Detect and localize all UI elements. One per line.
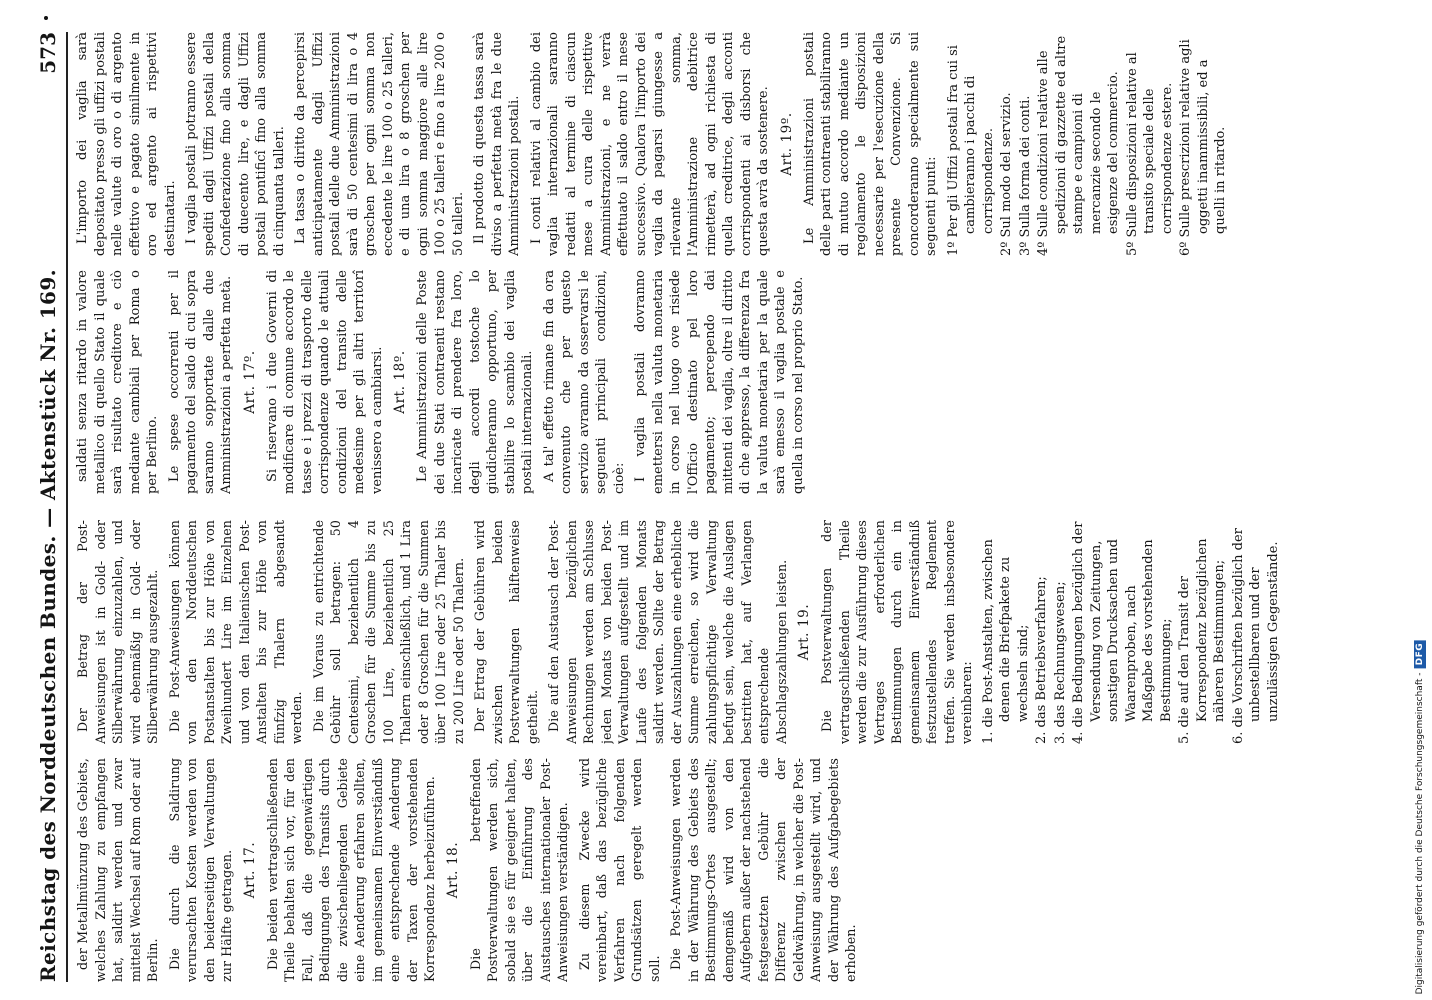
paragraph: Die auf den Austausch der Post-Anweisungen bezüglichen Rechnungen werden am Schlusse jeden Monats von beiden Post-Verwaltungen aufgestellt und im Laufe des folgenden Monats saldirt werden. Sollte der Betrag der Auszahlungen eine erhebliche Summe erreichen, so wird die zahlungspflichtige Verwaltung befugt sein, welche die Auslagen bestritten hat, auf Verlangen entsprechende Abschlagszahlungen leisten. [546,520,789,744]
paragraph: Il prodotto di questa tassa sarà diviso a perfetta metà fra le due Amministrazioni postali. [472,32,522,256]
list-item: 6. die Vorschriften bezüglich der unbestellbaren und der unzulässigen Gegenstände. [1230,528,1281,744]
german-text-half [74,520,1392,982]
paragraph: Der Ertrag der Gebühren wird zwischen beiden Postverwaltungen hälftenweise getheilt. [472,520,540,744]
italian-column-2 [74,32,1392,256]
list-item: 3. das Rechnungswesen; [1052,581,1068,744]
german-column-2 [74,520,1392,744]
article-heading: Art. 19º. [778,112,795,176]
list-item: 4º Sulle condizioni relative alle spedizioni di gazzette ed altre stampe e campioni di mercanzie secondo le esigenze del commercio. [1036,35,1121,256]
paragraph: saldati senza ritardo in valore metallico di quello Stato il quale sarà risultato creditore e ciò mediante cambiali per Roma o per Berlino. [75,270,160,494]
paragraph: I vaglia postali dovranno emettersi nella valuta monetaria in corso nel luogo ove risiede l'Officio destinato pel loro pagamento; percependo dai mittenti dei vaglia, oltre il diritto di che appresso, la differenza fra la valuta monetaria per la quale sarà emesso il vaglia postale e quella in corso nel proprio Stato. [633,270,806,494]
list-item: 5º Sulle disposizioni relative al transito speciale delle corrispondenze estere. [1124,52,1175,256]
header-title: Reichstag des Norddeutschen Bundes. — Aktenstück Nr. 169. [36,268,60,982]
paragraph: Si riservano i due Governi di modificare di comune accordo le tasse e i prezzi di trasporto delle corrispondenze quando le attuali condizioni del transito delle medesime per gli altri territorî venissero a cambiarsi. [264,270,385,494]
paragraph: La tassa o diritto da percepirsi anticipatamente dagli Uffizi postali delle due Amministrazioni sarà di 50 centesimi di lira o 4 groschen per ogni somma non eccedente le lire 100 o 25 talleri, e di una lira o 8 groschen per ogni somma maggiore alle lire 100 o 25 talleri e fino a lire 200 o 50 talleri. [293,32,466,256]
article-heading: Art. 18º. [392,350,408,414]
article-heading: Art. 19. [796,603,812,661]
scan-speck [44,16,48,20]
list-item: 2. das Betriebsverfahren; [1034,576,1049,744]
german-column-1 [74,758,1392,982]
paragraph: Der Betrag der Post-Anweisungen ist in Gold- oder Silberwährung einzuzahlen, und wird ebenmäßig in Gold- oder Silberwährung ausgezahlt. [75,520,160,744]
paragraph: Die Postverwaltungen der vertragschließenden Theile werden die zur Ausführung dieses Vertrages erforderlichen Bestimmungen durch ein in gemeinsamem Einverständniß festzustellendes Reglement treffen. Sie werden insbesondere vereinbaren: [819,520,974,744]
italian-text-half [74,32,1392,494]
paragraph: I vaglia postali potranno essere spediti dagli Uffizi postali della Confederazione fino alla somma di duecento lire, e dagli Uffizi postali pontificî fino alla somma di cinquanta talleri. [184,32,287,256]
list-item: 1. die Post-Anstalten, zwischen denen die Briefpakete zu wechseln sind; [980,539,1031,744]
paragraph: Die Post-Anweisungen können von den Norddeutschen Postanstalten bis zur Höhe von Zweihundert Lire im Einzelnen und von den Italienischen Post-Anstalten bis zur Höhe von fünfzig Thalern abgesandt werden. [166,520,304,744]
credit-text: Digitalisierung gefördert durch die Deutsche Forschungsgemeinschaft - [1415,672,1425,994]
document-page [30,32,1398,982]
italian-column-1 [74,270,1392,494]
paragraph: L'importo dei vaglia sarà depositato presso gli uffizi postali nelle valute di oro o di argento effettivo e pagato similmente in oro ed argento ai rispettivi destinatari. [75,32,178,256]
paragraph: Die durch die Saldirung verursachten Kosten werden von den beiderseitigen Verwaltungen zur Hälfte getragen. [166,758,234,982]
article-heading: Art. 18. [444,841,461,899]
paragraph: I conti relativi al cambio dei vaglia internazionali saranno redatti al termine di ciascun mese a cura delle rispettive Amministrazioni, e ne verrà effettuato il saldo entro il mese successivo. Qualora l'importo dei vaglia da pagarsi giungesse a rilevante somma, l'Amministrazione debitrice rimetterà, ad ogni richiesta di quella creditrice, degli acconti corrispondenti ai disborsi che questa avrà da sostenere. [528,32,771,256]
paragraph: Le spese occorrenti per il pagamento del saldo di cui sopra saranno sopportate dalle due Amministrazioni a perfetta metà. [166,270,234,494]
paragraph: Zu diesem Zwecke wird vereinbart, daß das bezügliche Verfahren nach folgenden Grundsätzen geregelt werden soll. [576,758,662,982]
paragraph: Die betreffenden Postverwaltungen werden sich, sobald sie es für geeignet halten, über die Einführung des Austausches internationaler Post-Anweisungen verständigen. [467,758,570,982]
paragraph: Le Amministrazioni delle Poste dei due Stati contraenti restano incaricate di prendere fra loro, degli accordi tostoche lo giudicheranno opportuno, per stabilire lo scambio dei vaglia postali internazionali. [415,270,535,494]
article-heading: Art. 17º. [241,350,258,414]
list-item: 6º Sulle prescrizioni relative agli oggetti inammissibili, ed a quelli in ritardo. [1178,39,1228,256]
dfg-logo: DFG [1414,640,1426,669]
paragraph: Die im Voraus zu entrichtende Gebühr soll betragen: 50 Centesimi, beziehentlich 4 Groschen für die Summe bis zu 100 Lire, beziehentlich 25 Thalern einschließlich, und 1 Lira oder 8 Groschen für die Summen über 100 Lire oder 25 Thaler bis zu 200 Lire oder 50 Thalern. [310,520,466,744]
article-heading: Art. 17. [241,841,258,899]
paragraph: der Metallmünzung des Gebiets, welches Zahlung zu empfangen hat, saldirt werden und zwar mittelst Wechsel auf Rom oder auf Berlin. [75,758,160,982]
list-item: 5. die auf den Transit der Korrespondenz bezüglichen näheren Bestimmungen; [1177,538,1227,744]
list-item: 3º Sulla forma dei conti. [1017,95,1033,256]
paragraph: Die beiden vertragschließenden Theile behalten sich vor, für den Fall, daß die gegenwärtigen Bedingungen des Transits durch die zwischenliegenden Gebiete eine Aenderung erfahren sollten, im gemeinsamen Einverständniß eine entsprechende Aenderung der Taxen der vorstehenden Korrespondenz herbeizuführen. [264,758,437,982]
list-item: 2º Sul modo del servizio. [999,92,1014,256]
rotated-content [30,32,1398,982]
list-item: 1º Per gli Uffizi postali fra cui si cambieranno i pacchi di corrispondenze. [945,45,996,256]
digitization-credit [1414,640,1426,994]
paragraph: Die Post-Anweisungen werden in der Währung des Gebiets des Bestimmungs-Ortes ausgestellt; demgemäß wird von den Aufgebern außer der nachstehend festgesetzten Gebühr die Differenz zwischen der Geldwährung, in welcher die Post-Anweisung ausgestellt wird, und der Währung des Aufgabegebiets erhoben. [668,758,858,982]
paragraph: A tal' effetto rimane fin da ora convenuto che per questo servizio avranno da osservarsi le seguenti principali condizioni, cioè: [541,270,627,494]
page-header [30,32,68,982]
list-item: 4. die Bedingungen bezüglich der Versendung von Zeitungen, sonstigen Drucksachen und Waarenproben, nach Maßgabe des vorstehenden Bestimmungen; [1071,521,1174,744]
page-number: 573 [36,32,60,74]
paragraph: Le Amministrazioni postali delle parti contraenti stabiliranno di mutuo accordo mediante un regolamento le disposizioni necessarie per l'esecuzione della presente Convenzione. Si concorderanno specialmente sui seguenti punti: [801,32,939,256]
